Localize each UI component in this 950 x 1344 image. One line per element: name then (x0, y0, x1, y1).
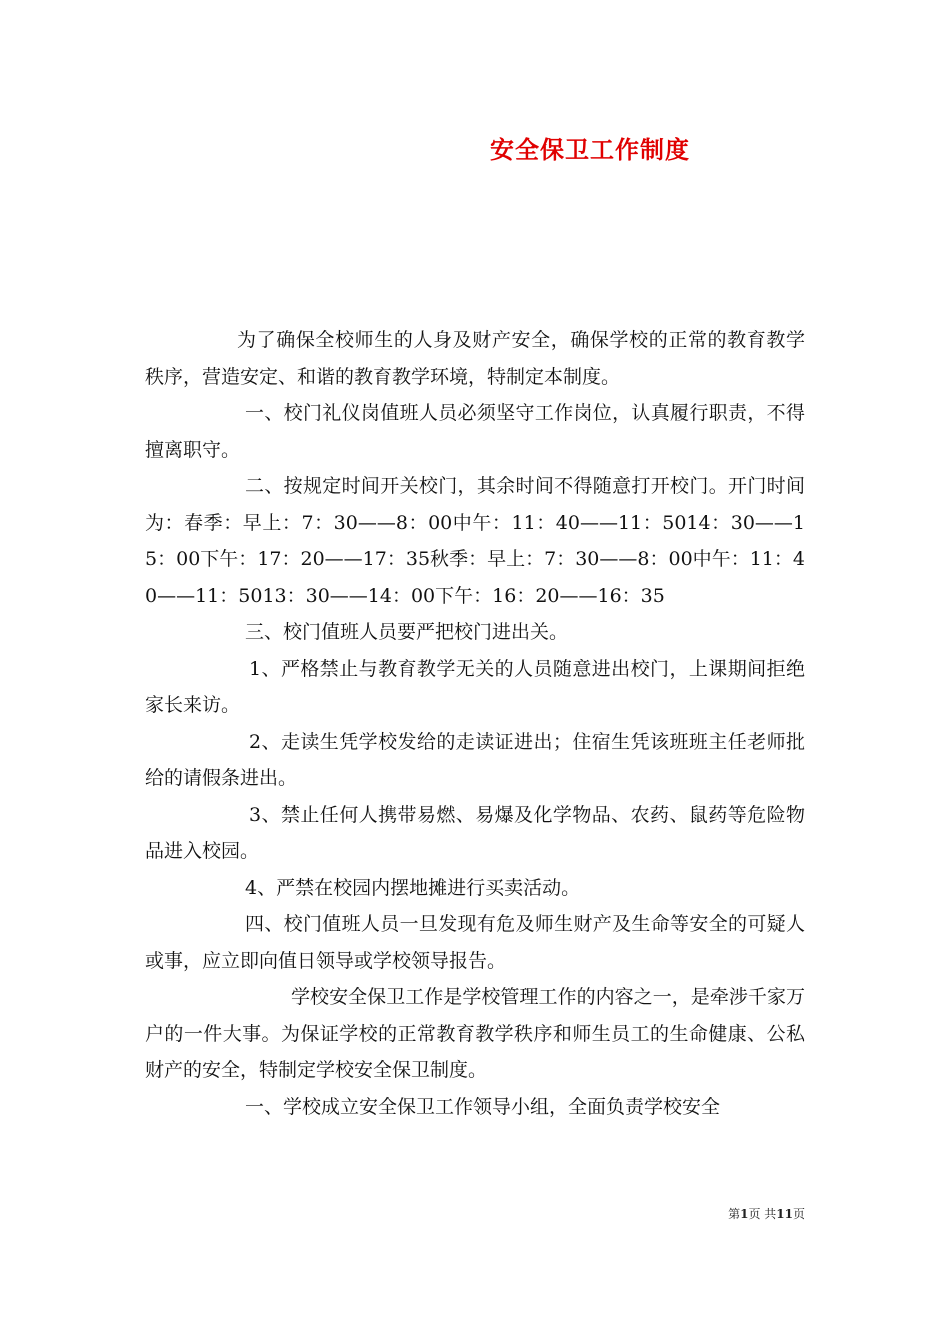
paragraph-rule-3-item-4: 4、严禁在校园内摆地摊进行买卖活动。 (245, 876, 581, 899)
document-title: 安全保卫工作制度 (490, 135, 690, 164)
footer-middle: 页 共 (748, 1207, 777, 1221)
footer-suffix: 页 (792, 1207, 805, 1221)
paragraph-rule-4: 四、校门值班人员一旦发现有危及师生财产及生命等安全的可疑人或事，应立即向值日领导或学校领导报告。 (145, 913, 805, 972)
paragraph-rule-2-hours: 二、按规定时间开关校门，其余时间不得随意打开校门。开门时间为：春季：早上：7：30——8：00中午：11：40——11：5014：30——15：00下午：17：20——17：35秋季：早上：7：30——8：00中午：11：40——11：5013：30——14：00下午：16：20——16：35 (145, 475, 805, 607)
paragraph-intro: 为了确保全校师生的人身及财产安全，确保学校的正常的教育教学秩序，营造安定、和谐的教育教学环境，特制定本制度。 (145, 329, 805, 388)
footer-prefix: 第 (728, 1207, 741, 1221)
paragraph-rule-3-item-3: 3、禁止任何人携带易燃、易爆及化学物品、农药、鼠药等危险物品进入校园。 (145, 803, 805, 862)
page-number-footer (728, 1205, 805, 1222)
paragraph-rule-3-item-1: 1、严格禁止与教育教学无关的人员随意进出校门，上课期间拒绝家长来访。 (145, 657, 805, 716)
document-body (145, 322, 805, 1125)
footer-total-pages: 11 (776, 1207, 793, 1221)
paragraph-section-2-rule-1: 一、学校成立安全保卫工作领导小组，全面负责学校安全 (245, 1095, 721, 1118)
footer-current-page: 1 (740, 1207, 749, 1221)
paragraph-rule-3: 三、校门值班人员要严把校门进出关。 (245, 621, 569, 643)
paragraph-rule-3-item-2: 2、走读生凭学校发给的走读证进出；住宿生凭该班班主任老师批给的请假条进出。 (145, 730, 805, 789)
paragraph-rule-1: 一、校门礼仪岗值班人员必须坚守工作岗位，认真履行职责，不得擅离职守。 (145, 402, 805, 461)
paragraph-section-2-intro: 学校安全保卫工作是学校管理工作的内容之一，是牵涉千家万户的一件大事。为保证学校的正常教育教学秩序和师生员工的生命健康、公私财产的安全，特制定学校安全保卫制度。 (145, 986, 805, 1081)
